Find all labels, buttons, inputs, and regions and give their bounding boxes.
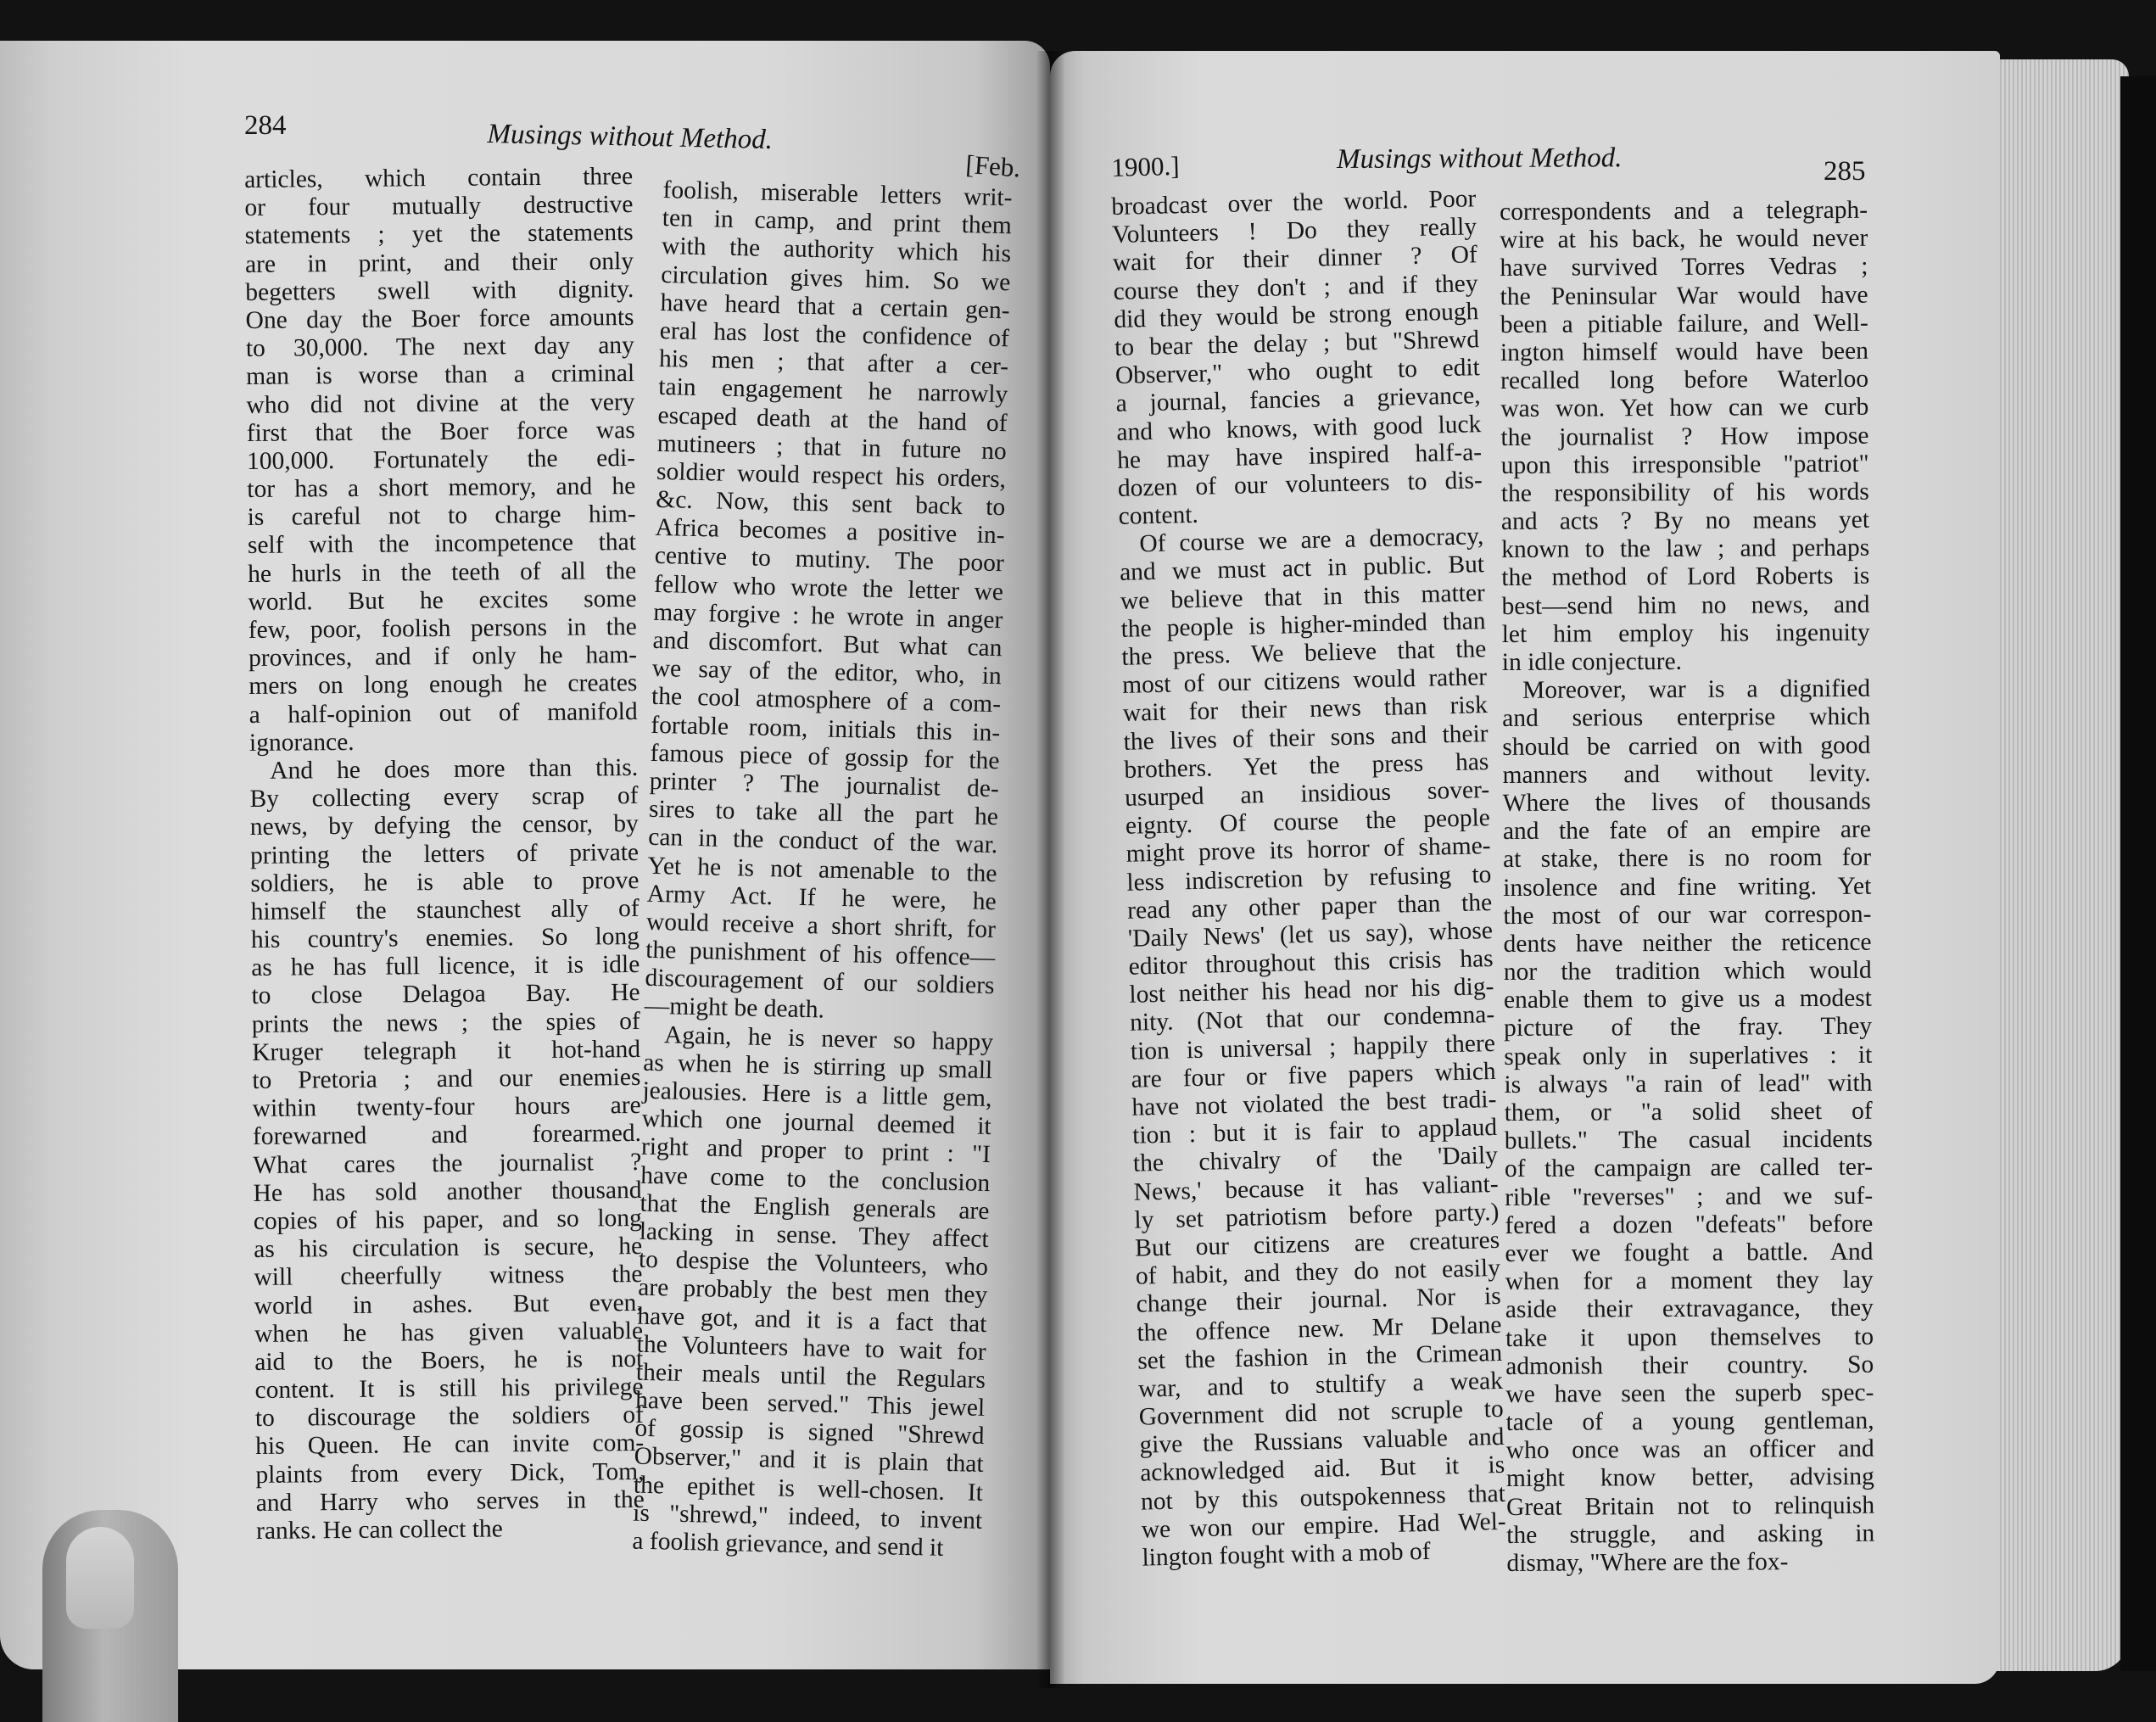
text-line: might prove its horror of shame- [1125, 832, 1491, 869]
text-line: the chivalry of the 'Daily [1132, 1142, 1499, 1178]
text-line: the struggle, and asking in [1506, 1519, 1875, 1549]
text-line: did they would be strong enough [1114, 297, 1479, 333]
text-line: mutineers ; that in future no [656, 429, 1008, 465]
text-line: lington fought with a mob of [1142, 1537, 1431, 1572]
text-line: sires to take all the part he [648, 795, 999, 831]
text-line: circulation gives him. So we [661, 260, 1011, 296]
text-line: when he has given valuable [254, 1317, 644, 1348]
text-line: recalled long before Waterloo [1500, 365, 1869, 395]
text-line: &c. Now, this sent back to [655, 485, 1006, 522]
page-number-left: 284 [244, 110, 287, 141]
text-line: 100,000. Fortunately the edi- [246, 444, 636, 475]
text-line: been a pitiable failure, and Well- [1500, 309, 1868, 338]
text-line: will cheerfully witness the [254, 1261, 643, 1292]
text-line: as he has full licence, it is idle [251, 951, 640, 982]
text-line: course they don't ; and if they [1113, 269, 1478, 305]
text-line: man is worse than a criminal [246, 360, 635, 391]
text-line: And he does more than this. [270, 753, 639, 785]
text-line: his men ; that after a cer- [658, 345, 1009, 381]
text-line: News,' because it has valiant- [1133, 1170, 1499, 1206]
text-line: dismay, "Where are the fox- [1506, 1548, 1789, 1577]
text-line: are four or five papers which [1131, 1057, 1496, 1093]
text-line: when for a moment they lay [1505, 1266, 1874, 1296]
text-line: broadcast over the world. Poor [1111, 185, 1477, 221]
text-line: most of our citizens would rather [1121, 663, 1488, 700]
text-line: centive to mutiny. The poor [654, 542, 1005, 578]
text-line: of gossip is signed "Shrewd [634, 1414, 985, 1451]
text-line: brothers. Yet the press has [1124, 747, 1489, 784]
text-line: or four mutually destructive [244, 191, 634, 222]
text-line: foolish, miserable letters writ- [662, 176, 1013, 212]
text-line: wire at his back, he would never [1500, 224, 1868, 254]
text-line: forewarned and forearmed. [252, 1120, 642, 1151]
left-column-1 [244, 163, 645, 1546]
text-line: the cool atmosphere of a com- [651, 683, 1002, 718]
text-line: can in the conduct of the war. [647, 824, 998, 859]
text-line: admonish their country. So [1505, 1350, 1874, 1380]
text-line: first that the Boer force was [246, 416, 635, 447]
text-line: less indiscretion by refusing to [1126, 860, 1492, 897]
text-line: 'Daily News' (let us say), whose [1127, 916, 1494, 953]
text-line: eignty. Of course the people [1125, 804, 1491, 840]
text-line: and acts ? By no means yet [1500, 506, 1870, 536]
text-line: have got, and it is a fact that [637, 1302, 987, 1338]
text-line: who once was an officer and [1505, 1434, 1874, 1465]
text-line: lost neither his head nor his dig- [1129, 973, 1494, 1009]
text-line: the responsibility of his words [1500, 478, 1869, 507]
book-cover-edge [2120, 76, 2156, 1671]
text-line: tor has a short memory, and he [247, 472, 636, 504]
text-line: acknowledged aid. But it is [1139, 1451, 1505, 1488]
text-line: dents have neither the reticence [1503, 928, 1872, 958]
text-line: have come to the conclusion [640, 1161, 991, 1197]
text-line: fered a dozen "defeats" before [1505, 1210, 1874, 1239]
text-line: within twenty-four hours are [252, 1092, 641, 1123]
text-line: of habit, and they do not easily [1135, 1255, 1501, 1290]
text-line: them, or "a solid sheet of [1504, 1097, 1873, 1127]
text-line: prints the news ; the spies of [251, 1007, 640, 1038]
text-line: set the fashion in the Crimean [1137, 1339, 1503, 1375]
text-line: bullets." The casual incidents [1504, 1125, 1873, 1155]
text-line: the Peninsular War would have [1500, 281, 1868, 310]
text-line: to close Delagoa Bay. He [251, 979, 640, 1010]
text-line: as his circulation is secure, he [254, 1233, 643, 1264]
text-line: war, and to stultify a weak [1137, 1367, 1504, 1403]
text-line: provinces, and if only he ham- [248, 641, 638, 673]
text-line: his country's enemies. So long [250, 923, 640, 954]
text-line: upon this irresponsible "patriot" [1500, 450, 1869, 479]
text-line: to 30,000. The next day any [245, 332, 634, 363]
text-line: to Pretoria ; and our enemies [252, 1063, 641, 1094]
text-line: of the campaign are called ter- [1504, 1154, 1874, 1183]
text-line: may forgive : he wrote in anger [652, 598, 1003, 635]
text-line: aside their extravagance, they [1505, 1294, 1874, 1324]
text-line: a journal, fancies a grievance, [1115, 382, 1481, 418]
text-line: printer ? The journalist de- [649, 767, 1000, 803]
text-line: Volunteers ! Do they really [1111, 213, 1477, 249]
text-line: the journalist ? How impose [1500, 422, 1869, 451]
text-line: picture of the fray. They [1504, 1013, 1873, 1043]
text-line: news, by defying the censor, by [249, 810, 639, 841]
text-line: the people is higher-minded than [1120, 607, 1486, 643]
text-line: wait for their news than risk [1122, 691, 1489, 728]
text-line: Kruger telegraph it hot-hand [251, 1035, 641, 1066]
text-line: and discomfort. But what can [652, 626, 1003, 663]
text-line: tain engagement he narrowly [658, 373, 1008, 409]
text-line: content. It is still his privilege [254, 1373, 644, 1405]
text-line: a foolish grievance, and send it [632, 1527, 944, 1562]
left-page [0, 41, 1050, 1669]
text-line: and we must act in public. But [1119, 551, 1485, 587]
text-line: content. [1118, 500, 1199, 530]
text-line: Again, he is never so happy [663, 1020, 994, 1056]
text-line: who did not divine at the very [246, 388, 635, 419]
text-line: usurped an insidious sover- [1124, 776, 1490, 812]
text-line: nor the tradition which would [1503, 956, 1872, 987]
text-line: self with the incompetence that [247, 528, 637, 560]
text-line: the method of Lord Roberts is [1501, 562, 1870, 592]
text-line: dozen of our volunteers to dis- [1117, 467, 1483, 502]
text-line: give the Russians valuable and [1139, 1423, 1505, 1459]
text-line: take it upon themselves to [1505, 1322, 1874, 1352]
text-line: as when he is stirring up small [642, 1048, 993, 1084]
text-line: the most of our war correspon- [1503, 900, 1872, 930]
text-line: would receive a short shrift, for [645, 908, 997, 943]
right-page-stack-edge [1993, 59, 2129, 1671]
text-line: let him employ his ingenuity [1501, 618, 1870, 648]
text-line: might know better, advising [1505, 1463, 1874, 1493]
text-line: lacking in sense. They affect [639, 1217, 990, 1253]
text-line: at stake, there is no room for [1502, 844, 1872, 874]
text-line: tion is universal ; happily there [1130, 1029, 1496, 1065]
text-line: which one journal deemed it [641, 1104, 992, 1141]
year-label: 1900.] [1111, 150, 1181, 182]
text-line: What cares the journalist ? [253, 1148, 642, 1179]
text-line: By collecting every scrap of [249, 782, 639, 813]
text-line: his Queen. He can invite com- [255, 1429, 645, 1461]
text-line: world in ashes. But even, [254, 1289, 643, 1320]
text-line: to discourage the soldiers of [254, 1401, 645, 1433]
thumbnail [66, 1527, 134, 1629]
text-line: eral has lost the confidence of [659, 316, 1010, 353]
text-line: right and proper to print : "I [640, 1133, 991, 1169]
text-line: the lives of their sons and their [1123, 719, 1489, 756]
text-line: the offence new. Mr Delane [1137, 1311, 1502, 1347]
text-line: we won our empire. Had Wel- [1141, 1507, 1507, 1544]
text-line: was won. Yet how can we curb [1500, 394, 1869, 423]
text-line: wait for their dinner ? Of [1112, 241, 1478, 277]
running-title-left: Musings without Method. [487, 119, 774, 156]
text-line: insolence and fine writing. Yet [1503, 872, 1872, 902]
text-line: manners and without levity. [1502, 759, 1871, 789]
text-line: he hurls in the teeth of all the [248, 556, 637, 588]
page-number-right: 285 [1824, 156, 1866, 187]
text-line: Yet he is not amenable to the [647, 852, 997, 887]
text-line: that the English generals are [640, 1189, 990, 1225]
text-line: have been served." This jewel [634, 1386, 986, 1423]
text-line: have not violated the best tradi- [1131, 1085, 1497, 1121]
text-line: jealousies. Here is a little gem, [642, 1076, 992, 1113]
text-line: few, poor, foolish persons in the [248, 612, 637, 644]
text-line: speak only in superlatives : it [1504, 1041, 1873, 1071]
text-line: mers on long enough he creates [249, 669, 638, 701]
text-line: Of course we are a democracy, [1139, 523, 1484, 558]
text-line: tion : but it is fair to applaud [1131, 1114, 1498, 1149]
text-line: Africa becomes a positive in- [655, 514, 1005, 550]
running-title-right: Musings without Method. [1337, 143, 1623, 175]
text-line: escaped death at the hand of [657, 401, 1008, 437]
text-line: aid to the Boers, he is not [254, 1345, 644, 1376]
text-line: Government did not scruple to [1138, 1395, 1504, 1431]
text-line: read any other paper than the [1126, 888, 1493, 925]
text-line: fellow who wrote the letter we [653, 570, 1004, 606]
text-line: tacle of a young gentleman, [1505, 1406, 1874, 1437]
text-line: Observer," and it is plain that [634, 1443, 985, 1479]
text-line: ten in camp, and print them [662, 204, 1013, 240]
text-line: a half-opinion out of manifold [249, 697, 638, 729]
text-line: himself the staunchest ally of [250, 894, 640, 925]
text-line: editor throughout this crisis has [1128, 945, 1494, 981]
text-line: famous piece of gossip for the [650, 739, 1000, 774]
text-line: fortable room, initials this in- [650, 711, 1001, 746]
text-line: correspondents and a telegraph- [1500, 196, 1868, 226]
text-line: is always "a rain of lead" with [1504, 1069, 1873, 1099]
text-line: the Volunteers have to wait for [636, 1330, 987, 1366]
right-column-1 [1111, 185, 1507, 1573]
text-line: we believe that in this matter [1120, 579, 1486, 615]
text-line: to bear the delay ; but "Shrewd [1114, 326, 1480, 361]
text-line: and the fate of an empire are [1502, 815, 1871, 846]
text-line: ington himself would have been [1500, 337, 1869, 366]
text-line: plaints from every Dick, Tom, [255, 1457, 645, 1489]
text-line: with the authority which his [661, 232, 1012, 268]
text-line: world. But he excites some [248, 584, 637, 616]
text-line: discouragement of our soldiers [645, 964, 995, 1000]
right-page [1050, 51, 2000, 1684]
month-label: [Feb. [964, 149, 1022, 183]
text-line: Great Britain not to relinquish [1505, 1491, 1875, 1521]
text-line: Observer," who ought to edit [1114, 354, 1481, 390]
right-column-2 [1500, 197, 1875, 1578]
text-line: soldiers, he is able to prove [250, 866, 640, 897]
text-line: have survived Torres Vedras ; [1500, 253, 1868, 282]
text-line: have heard that a certain gen- [660, 288, 1010, 325]
text-line: nity. (Not that our condemna- [1129, 1001, 1495, 1037]
text-line: —might be death. [644, 992, 825, 1024]
text-line: and who knows, with good luck [1116, 410, 1482, 446]
text-line: the press. We believe that the [1121, 635, 1487, 671]
text-line: known to the law ; and perhaps [1501, 534, 1870, 564]
text-line: is "shrewd," indeed, to invent [632, 1499, 983, 1535]
text-line: are probably the best men they [637, 1273, 988, 1310]
text-line: begetters swell with dignity. [245, 275, 634, 306]
text-line: rible "reverses" ; and we suf- [1505, 1182, 1874, 1211]
text-line: Moreover, war is a dignified [1522, 674, 1871, 705]
text-line: Where the lives of thousands [1502, 787, 1871, 817]
text-line: to despise the Volunteers, who [638, 1245, 989, 1282]
text-line: the epithet is well-chosen. It [633, 1471, 984, 1507]
text-line: their meals until the Regulars [635, 1358, 986, 1394]
text-line: But our citizens are creatures [1134, 1226, 1500, 1262]
text-line: and serious enterprise which [1502, 703, 1871, 733]
text-line: in idle conjecture. [1501, 647, 1683, 676]
text-line: are in print, and their only [244, 247, 634, 278]
text-line: we say of the editor, who, in [651, 655, 1003, 690]
text-line: ly set patriotism before party.) [1134, 1198, 1500, 1234]
text-line: printing the letters of private [249, 838, 640, 869]
book-gutter-shadow [1036, 51, 1065, 1688]
text-line: not by this outspokenness that [1140, 1479, 1506, 1516]
text-line: he may have inspired half-a- [1116, 438, 1483, 474]
text-line: articles, which contain three [244, 163, 634, 193]
text-line: statements ; yet the statements [244, 219, 634, 250]
text-line: Army Act. If he were, he [646, 880, 997, 915]
text-line: we have seen the superb spec- [1505, 1378, 1874, 1408]
text-line: enable them to give us a modest [1503, 984, 1873, 1015]
text-line: soldier would respect his orders, [656, 457, 1007, 494]
text-line: best—send him no news, and [1501, 590, 1870, 620]
text-line: ever we fought a battle. And [1505, 1238, 1874, 1267]
text-line: is careful not to charge him- [247, 500, 636, 532]
text-line: the punishment of his offence— [645, 936, 996, 972]
text-line: ranks. He can collect the [255, 1515, 503, 1545]
text-line: and Harry who serves in the [255, 1485, 645, 1517]
text-line: He has sold another thousand [253, 1176, 642, 1207]
text-line: One day the Boer force amounts [245, 303, 634, 334]
text-line: ignorance. [249, 728, 355, 757]
text-line: change their journal. Nor is [1136, 1283, 1501, 1318]
text-line: should be carried on with good [1502, 731, 1871, 761]
left-column-2 [632, 176, 1013, 1563]
text-line: copies of his paper, and so long [253, 1204, 642, 1235]
